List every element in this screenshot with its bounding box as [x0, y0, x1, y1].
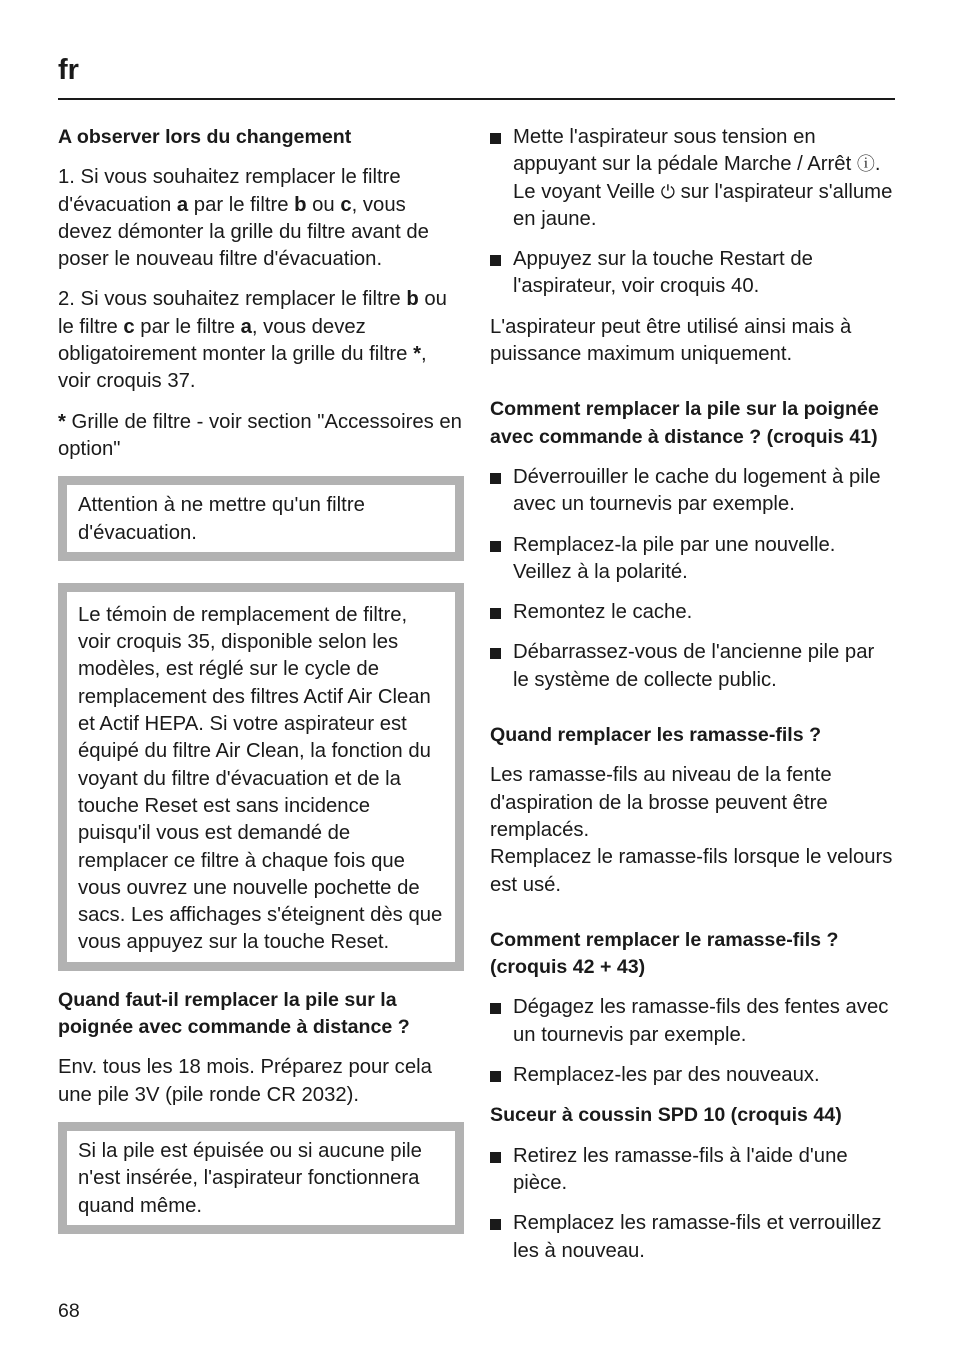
bullet-square [490, 1071, 501, 1082]
list-item: Mette l'aspirateur sous tension en appuyant sur la pédale Marche / Arrêt ⓘ. Le voyant Veille ⏻ sur l'aspirateur s'allume en jaune. [490, 124, 895, 233]
paragraph-ramasse-fils: Les ramasse-fils au niveau de la fente d'aspiration de la brosse peuvent être remplacés. Remplacez le ramasse-fils lorsque le velours est usé. [490, 764, 893, 896]
list-item: Remontez le cache. [490, 599, 895, 626]
list-item: Remplacez-la pile par une nouvelle. Veillez à la polarité. [490, 532, 895, 587]
language-code: fr [58, 54, 79, 86]
heading-remplacer-ramasse-fils: Comment remplacer le ramasse-fils ? (croquis 42 + 43) [490, 928, 839, 979]
heading-ramasse-fils: Quand remplacer les ramasse-fils ? [490, 724, 822, 747]
paragraph-2: 2. Si vous souhaitez remplacer le filtre b ou le filtre c par le filtre a, vous devez obligatoirement monter la grille du filtre *, voir croquis 37. [58, 288, 447, 393]
bullet-square [490, 608, 501, 619]
note-box-filtre: Attention à ne mettre qu'un filtre d'évacuation. [58, 476, 464, 561]
bullet-square [490, 133, 501, 144]
bullet-square [490, 1152, 501, 1163]
bullet-square [490, 1219, 501, 1230]
list-item: Remplacez-les par des nouveaux. [490, 1062, 895, 1089]
paragraph-1: 1. Si vous souhaitez remplacer le filtre d'évacuation a par le filtre b ou c, vous devez démonter la grille du filtre avant de poser le nouveau filtre d'évacuation. [58, 166, 429, 271]
heading-pile: Quand faut-il remplacer la pile sur la poignée avec commande à distance ? [58, 988, 410, 1039]
paragraph-puissance: L'aspirateur peut être utilisé ainsi mais à puissance maximum uniquement. [490, 315, 852, 366]
list-item: Déverrouiller le cache du logement à pile avec un tournevis par exemple. [490, 464, 895, 519]
bullet-square [490, 473, 501, 484]
bullet-square [490, 648, 501, 659]
bullet-square [490, 1003, 501, 1014]
paragraph-pile: Env. tous les 18 mois. Préparez pour cela une pile 3V (pile ronde CR 2032). [58, 1056, 432, 1106]
footnote-grille: * Grille de filtre - voir section "Accessoires en option" [58, 410, 462, 460]
list-item: Appuyez sur la touche Restart de l'aspirateur, voir croquis 40. [490, 246, 895, 301]
note-box-temoin: Le témoin de remplacement de filtre, voir croquis 35, disponible selon les modèles, est réglé sur le cycle de remplacement des filtres Actif Air Clean et Actif HEPA. Si votre aspirateur est équipé du filtre Air Clean, la fonction du voyant du filtre d'évacuation et de la touche Reset est sans incidence puisqu'il vous est demandé de remplacer ce filtre à chaque fois que vous ouvrez une nouvelle pochette de sacs. Les affichages s'éteignent dès que vous appuyez sur la touche Reset. [58, 583, 464, 971]
power-switch-icon: ⓘ [856, 154, 875, 175]
header-rule [58, 98, 895, 100]
right-column [490, 124, 895, 1278]
note-box-pile: Si la pile est épuisée ou si aucune pile n'est insérée, l'aspirateur fonctionnera quand même. [58, 1122, 464, 1234]
page-number: 68 [58, 1300, 80, 1322]
list-item: Remplacez les ramasse-fils et verrouillez les à nouveau. [490, 1210, 895, 1265]
standby-icon: ⏻ [660, 181, 675, 202]
bullet-square [490, 255, 501, 266]
left-column [58, 124, 464, 1247]
heading-remplacer-pile: Comment remplacer la pile sur la poignée avec commande à distance ? (croquis 41) [490, 398, 879, 448]
bullet-square [490, 541, 501, 552]
list-item: Dégagez les ramasse-fils des fentes avec un tournevis par exemple. [490, 994, 895, 1049]
list-item: Retirez les ramasse-fils à l'aide d'une pièce. [490, 1143, 895, 1198]
heading-changement: A observer lors du changement [58, 126, 352, 148]
list-item: Débarrassez-vous de l'ancienne pile par le système de collecte public. [490, 639, 895, 694]
heading-suceur: Suceur à coussin SPD 10 (croquis 44) [490, 1104, 842, 1127]
